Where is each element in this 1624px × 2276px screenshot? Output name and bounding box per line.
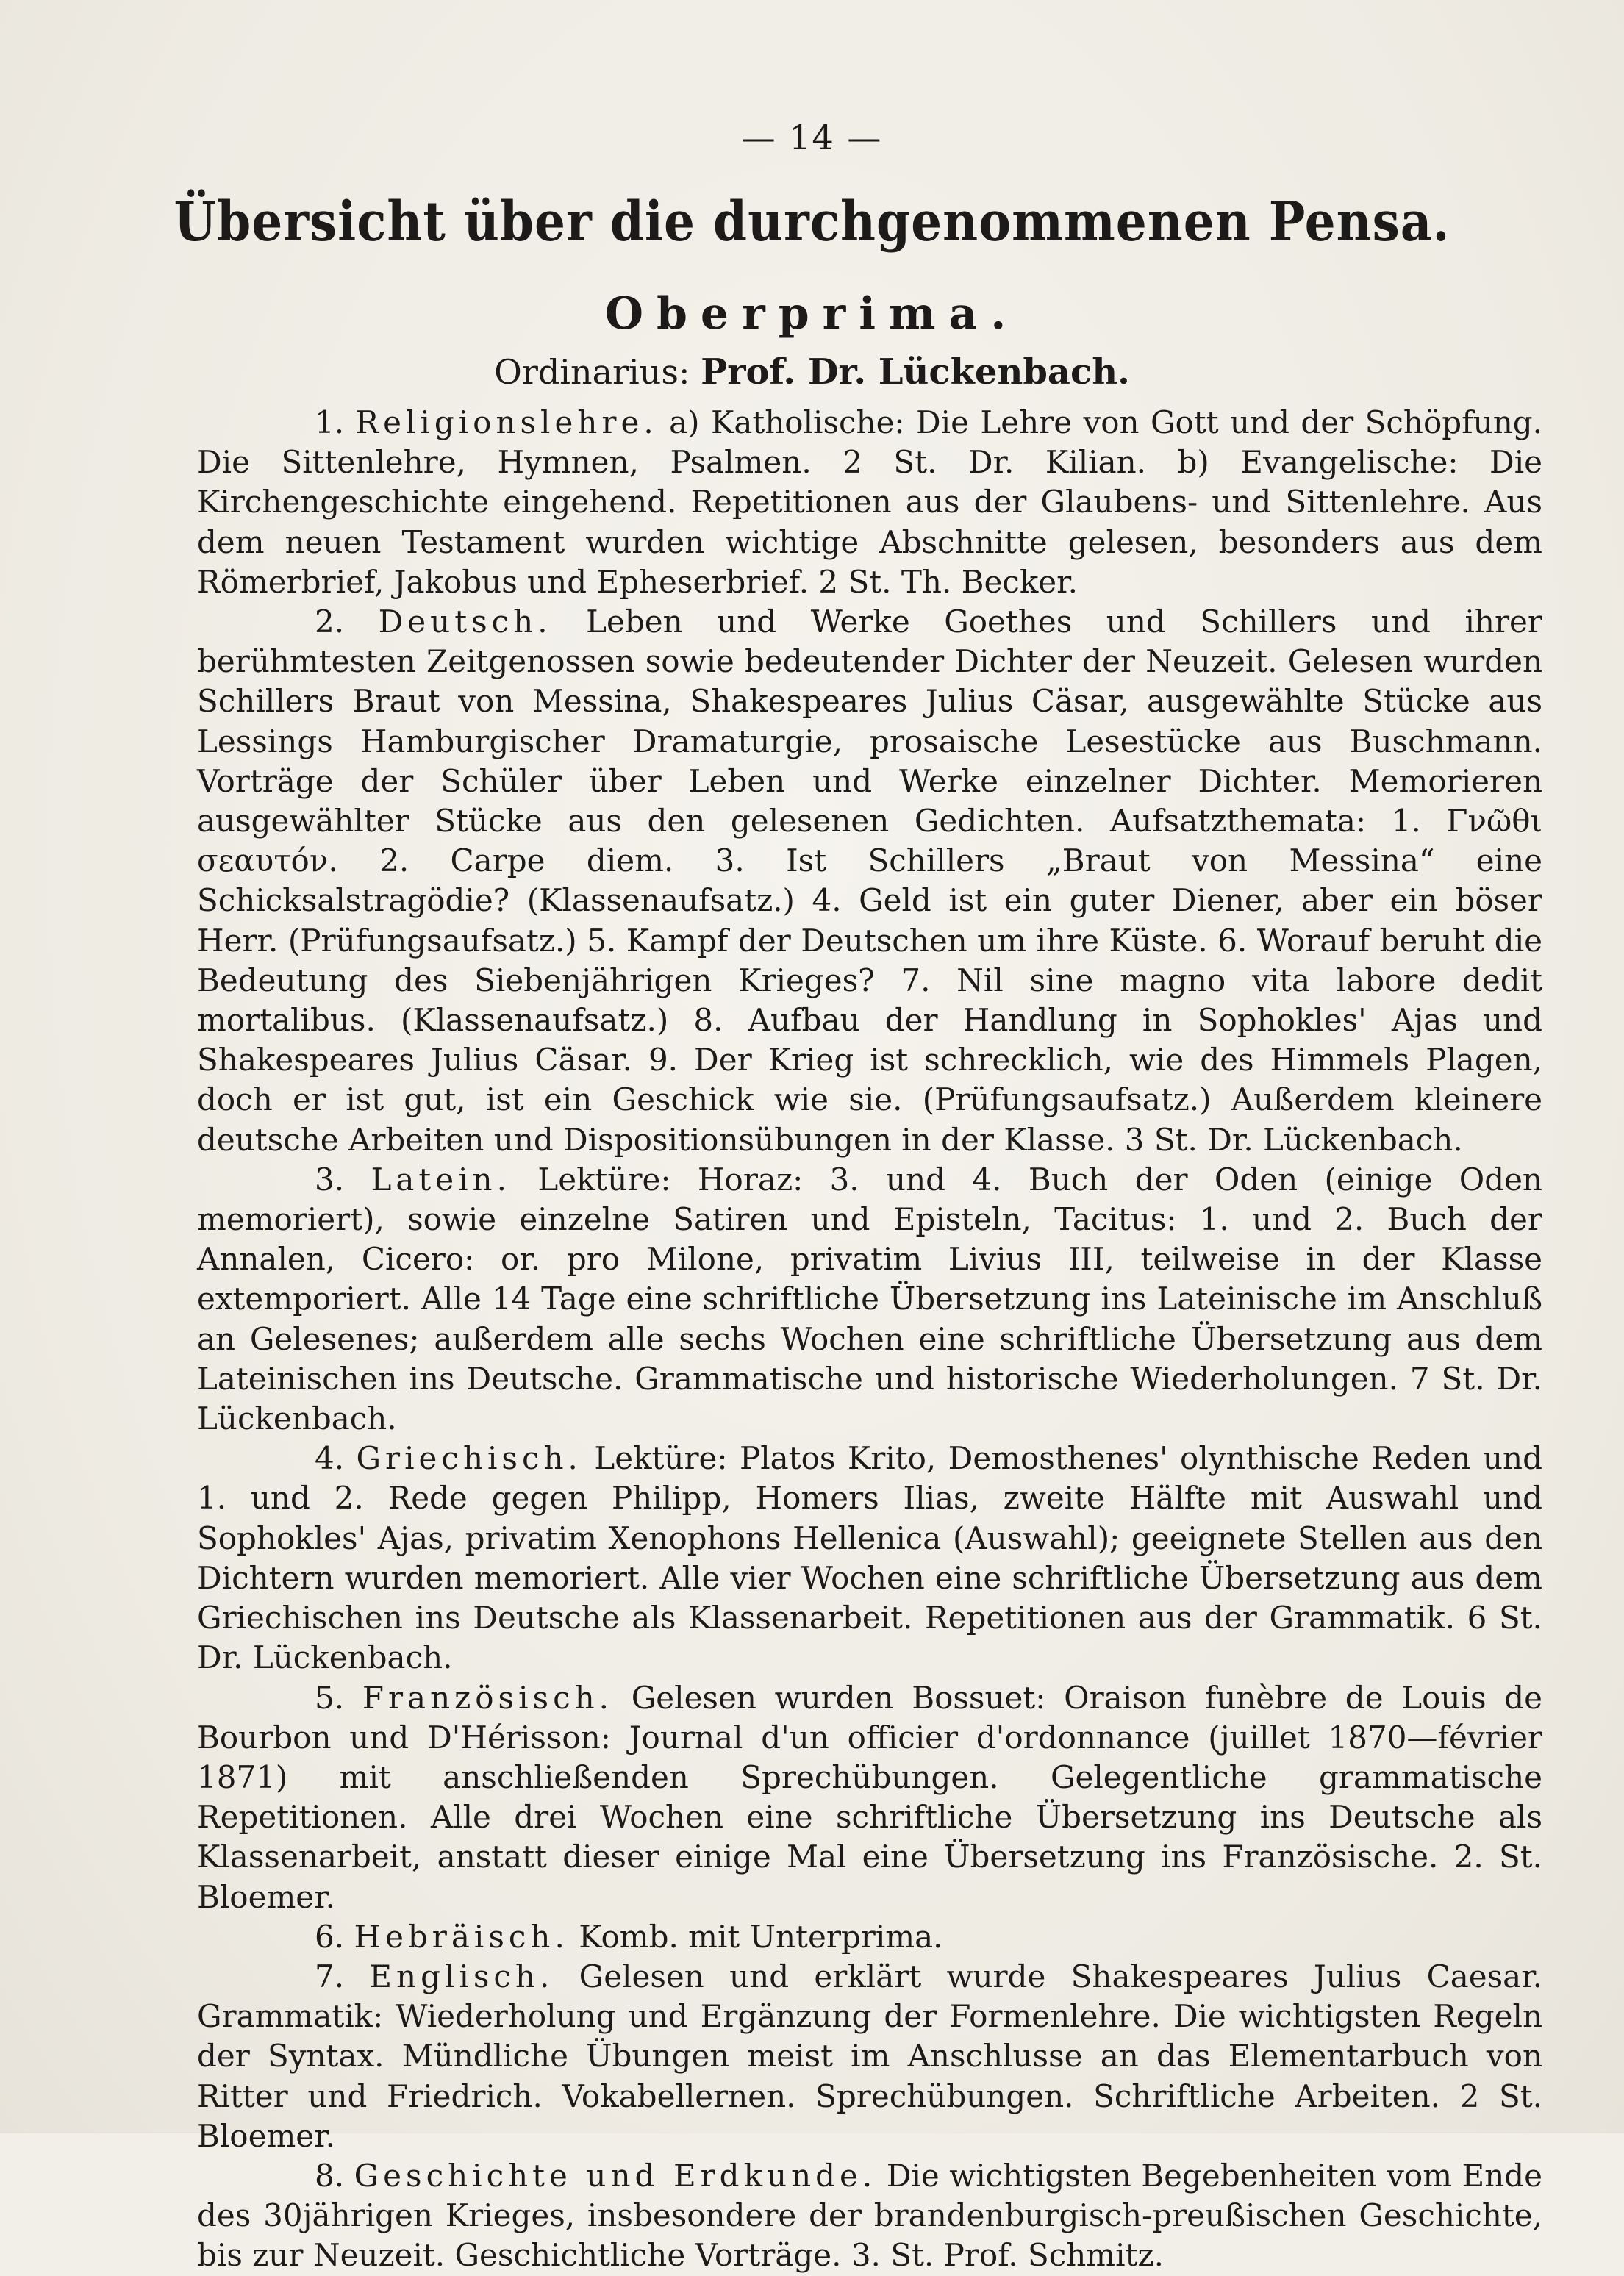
subject-number: 2. [315, 604, 345, 640]
subject-text: Die wichtigsten Begebenheiten vom Ende des 30jährigen Krieges, insbesondere der brandenburgisch-preußischen Geschichte, bis zur Neuzeit. Geschichtliche Vorträge. 3. St. Prof. Schmitz. [197, 2157, 1543, 2274]
subject-name: Hebräisch. [354, 1918, 569, 1955]
page-number: — 14 — [741, 118, 883, 157]
ordinarius-line [0, 351, 1624, 393]
subject-text: Leben und Werke Goethes und Schillers und ihrer berühmtesten Zeitgenossen sowie bedeutender Dichter der Neuzeit. Gelesen wurden Schillers Braut von Messina, Shakespeares Julius Cäsar, ausgewählte Stücke aus Lessings Hamburgischer Dramaturgie, prosaische Lesestücke aus Buschmann. Vorträge der Schüler über Leben und Werke einzelner Dichter. Memorieren ausgewählter Stücke aus den gelesenen Gedichten. Aufsatzthemata: 1. Γνῶθι σεαυτόν. 2. Carpe diem. 3. Ist Schillers „Braut von Messina“ eine Schicksalstragödie? (Klassenaufsatz.) 4. Geld ist ein guter Diener, aber ein böser Herr. (Prüfungsaufsatz.) 5. Kampf der Deutschen um ihre Küste. 6. Worauf beruht die Bedeutung des Siebenjährigen Krieges? 7. Nil sine magno vita labore dedit mortalibus. (Klassenaufsatz.) 8. Aufbau der Handlung in Sophokles' Ajas und Shakespeares Julius Cäsar. 9. Der Krieg ist schrecklich, wie des Himmels Plagen, doch er ist gut, ist ein Geschick wie sie. (Prüfungsaufsatz.) Außerdem kleinere deutsche Arbeiten und Dispositionsübungen in der Klasse. 3 St. Dr. Lückenbach. [197, 604, 1542, 1158]
subject-paragraph [197, 1160, 1542, 1439]
subject-list [197, 403, 1542, 2276]
page-title: Übersicht über die durchgenommenen Pensa. [174, 189, 1450, 254]
subject-number: 6. [315, 1918, 345, 1955]
subject-name: Religionslehre. [355, 404, 658, 440]
subject-name: Englisch. [369, 1958, 554, 1994]
subject-text: Komb. mit Unterprima. [579, 1918, 943, 1955]
ordinarius-name: Prof. Dr. Lückenbach. [701, 351, 1130, 393]
subject-paragraph [197, 1917, 1542, 1957]
subject-text: Gelesen wurden Bossuet: Oraison funèbre de Louis de Bourbon und D'Hérisson: Journal d'un officier d'ordonnance (juillet 1870—février 1871) mit anschließenden Sprechübungen. Gelegentliche grammatische Repetitionen. Alle drei Wochen eine schriftliche Übersetzung ins Deutsche als Klassenarbeit, anstatt dieser einige Mal eine Übersetzung ins Französische. 2. St. Bloemer. [197, 1679, 1542, 1915]
subject-paragraph [197, 602, 1542, 1160]
subject-text: Gelesen und erklärt wurde Shakespeares Julius Caesar. Grammatik: Wiederholung und Ergänzung der Formenlehre. Die wichtigsten Regeln der Syntax. Mündliche Übungen meist im Anschlusse an das Elementarbuch von Ritter und Friedrich. Vokabellernen. Sprechübungen. Schriftliche Arbeiten. 2 St. Bloemer. [197, 1958, 1543, 2154]
subject-name: Deutsch. [378, 604, 552, 640]
subject-paragraph [197, 2156, 1542, 2276]
subject-number: 1. [315, 404, 345, 440]
subject-text: Lektüre: Horaz: 3. und 4. Buch der Oden (einige Oden memoriert), sowie einzelne Satiren und Episteln, Tacitus: 1. und 2. Buch der Annalen, Cicero: or. pro Milone, privatim Livius III, teilweise in der Klasse extemporiert. Alle 14 Tage eine schriftliche Übersetzung ins Lateinische im Anschluß an Gelesenes; außerdem alle sechs Wochen eine schriftliche Übersetzung aus dem Lateinischen ins Deutsche. Grammatische und historische Wiederholungen. 7 St. Dr. Lückenbach. [197, 1161, 1542, 1437]
subject-name: Griechisch. [356, 1440, 582, 1477]
subject-number: 4. [315, 1440, 345, 1477]
subject-paragraph [197, 403, 1542, 602]
subject-paragraph [197, 1678, 1542, 1917]
subject-name: Französisch. [362, 1679, 613, 1716]
subject-name: Latein. [371, 1161, 511, 1198]
subject-number: 5. [315, 1679, 345, 1716]
subject-number: 3. [315, 1161, 345, 1198]
subject-number: 7. [315, 1958, 345, 1994]
section-heading: Oberprima. [604, 288, 1020, 340]
subject-text: a) Katholische: Die Lehre von Gott und der Schöpfung. Die Sittenlehre, Hymnen, Psalmen. 2 St. Dr. Kilian. b) Evangelische: Die Kirchengeschichte eingehend. Repetitionen aus der Glaubens- und Sittenlehre. Aus dem neuen Testament wurden wichtige Abschnitte gelesen, besonders aus dem Römerbrief, Jakobus und Epheserbrief. 2 St. Th. Becker. [197, 404, 1543, 600]
subject-text: Lektüre: Platos Krito, Demosthenes' olynthische Reden und 1. und 2. Rede gegen Philipp, Homers Ilias, zweite Hälfte mit Auswahl und Sophokles' Ajas, privatim Xenophons Hellenica (Auswahl); geeignete Stellen aus den Dichtern wurden memoriert. Alle vier Wochen eine schriftliche Übersetzung aus dem Griechischen ins Deutsche als Klassenarbeit. Repetitionen aus der Grammatik. 6 St. Dr. Lückenbach. [197, 1440, 1542, 1676]
subject-name: Geschichte und Erdkunde. [354, 2157, 877, 2194]
ordinarius-label: Ordinarius: [494, 352, 690, 392]
subject-paragraph [197, 1439, 1542, 1678]
subject-number: 8. [315, 2157, 345, 2194]
subject-paragraph [197, 1957, 1542, 2156]
